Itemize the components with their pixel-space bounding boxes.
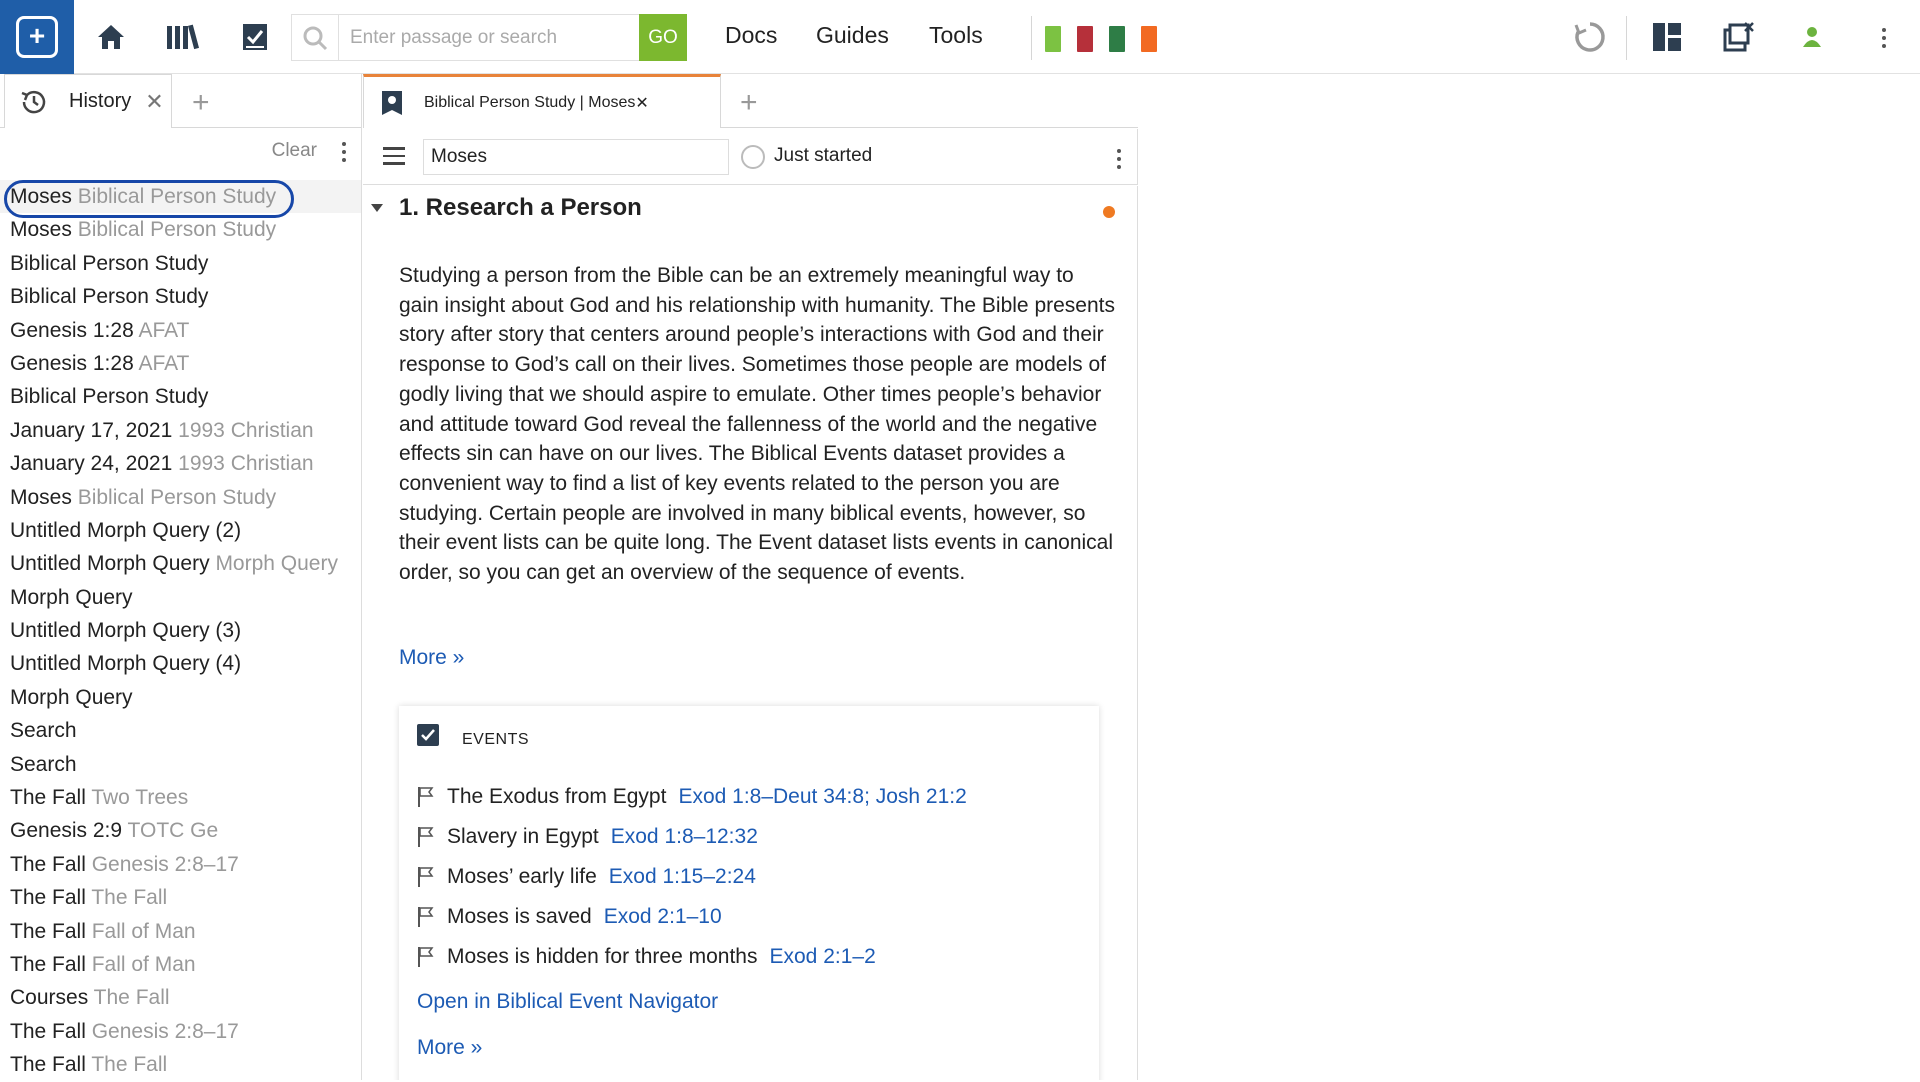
flag-icon (417, 906, 435, 928)
history-item[interactable]: Biblical Person Study (10, 385, 209, 409)
history-item[interactable]: Search (10, 719, 77, 743)
reference-input[interactable] (423, 139, 729, 175)
tab-history-label: History (69, 90, 132, 112)
guide-content (363, 186, 1138, 1080)
history-item[interactable]: Moses Biblical Person Study (0, 180, 361, 213)
toolbar-divider (1626, 16, 1627, 60)
home-icon[interactable] (91, 17, 131, 57)
event-reference-link[interactable]: Exod 2:1–2 (769, 945, 876, 968)
event-row: The Exodus from Egypt Exod 1:8–Deut 34:8; Josh 21:2 (417, 782, 967, 812)
guide-more-icon[interactable] (1115, 147, 1123, 171)
history-item[interactable]: The Fall Genesis 2:8–17 (10, 852, 239, 876)
guide-tab-label: Biblical Person Study | Moses (424, 93, 636, 111)
empty-workspace (1138, 74, 1920, 1080)
history-item[interactable]: The Fall Fall of Man (10, 952, 196, 976)
flag-icon (417, 946, 435, 968)
history-more-icon[interactable] (340, 140, 348, 164)
menu-icon[interactable] (383, 147, 405, 165)
history-item[interactable]: Morph Query (10, 685, 133, 709)
events-check-icon (417, 724, 439, 746)
history-item[interactable]: Search (10, 752, 77, 776)
history-item[interactable]: Genesis 2:9 TOTC Ge (10, 819, 219, 843)
shortcut-book-icon[interactable] (1141, 26, 1157, 52)
status-dot-icon (1103, 206, 1115, 218)
clear-history-button[interactable]: Clear (271, 140, 317, 161)
guide-tabstrip (363, 74, 1138, 128)
history-item[interactable]: Untitled Morph Query (2) (10, 518, 242, 542)
history-item[interactable]: Genesis 1:28 AFAT (10, 351, 190, 375)
section-title: 1. Research a Person (399, 194, 642, 221)
search-box (291, 14, 687, 61)
guide-toolbar (363, 129, 1138, 185)
events-title: EVENTS (462, 731, 530, 748)
history-panel (0, 74, 362, 1080)
history-item[interactable]: January 24, 2021 1993 Christian (10, 452, 314, 476)
shortcut-book-icon[interactable] (1045, 26, 1061, 52)
history-item[interactable]: Untitled Morph Query (4) (10, 652, 242, 676)
history-item[interactable]: The Fall The Fall (10, 1053, 168, 1077)
history-item[interactable]: Biblical Person Study (10, 251, 209, 275)
menu-guides[interactable]: Guides (816, 22, 889, 48)
sync-icon[interactable] (1570, 17, 1610, 57)
menu-tools[interactable]: Tools (929, 22, 983, 48)
menu-docs[interactable]: Docs (725, 22, 778, 48)
history-toolbar (0, 128, 361, 174)
tab-close-icon[interactable]: ✕ (635, 94, 649, 112)
history-clock-icon (19, 87, 49, 117)
history-item[interactable]: Morph Query (10, 585, 133, 609)
guide-doc-icon (380, 89, 404, 117)
shortcut-book-icon[interactable] (1077, 26, 1093, 52)
open-event-navigator-link[interactable]: Open in Biblical Event Navigator (417, 990, 719, 1013)
add-tab-icon[interactable]: + (740, 86, 758, 119)
event-reference-link[interactable]: Exod 1:15–2:24 (608, 865, 756, 888)
go-button[interactable]: GO (639, 14, 687, 61)
flag-icon (417, 786, 435, 808)
history-item[interactable]: The Fall The Fall (10, 886, 168, 910)
app-logo-icon[interactable] (0, 0, 74, 74)
section-paragraph: Studying a person from the Bible can be an extremely meaningful way to gain insight about God and his relationship with humanity. The Bible presents story after story that centers around people’s interactions with God and their response to God’s call on their lives. Sometimes those people are models of godly living that we should aspire to emulate. Other times people’s behavior and attitude toward God reveal the fallenness of the world and the negative effects sin can have on our lives. The Biblical Events dataset provides a convenient way to find a list of key events related to the person you are studying. Certain people are involved in many biblical events, however, so their event lists can be quite long. The Event dataset lists events in canonical order, so you can get an overview of the sequence of events. (399, 264, 1115, 585)
history-item[interactable]: Genesis 1:28 AFAT (10, 318, 190, 342)
toolbar-divider (1031, 16, 1032, 60)
collapse-caret-icon[interactable] (371, 204, 383, 212)
event-reference-link[interactable]: Exod 1:8–12:32 (610, 825, 758, 848)
events-more-link[interactable]: More » (417, 1036, 483, 1059)
history-item[interactable]: The Fall Genesis 2:8–17 (10, 1019, 239, 1043)
history-item[interactable]: January 17, 2021 1993 Christian (10, 418, 314, 442)
user-icon[interactable] (1792, 17, 1832, 57)
search-icon[interactable] (302, 25, 328, 51)
library-icon[interactable] (163, 17, 203, 57)
event-row: Moses’ early life Exod 1:15–2:24 (417, 862, 756, 892)
history-item[interactable]: Courses The Fall (10, 986, 170, 1010)
history-item[interactable]: Moses Biblical Person Study (10, 218, 277, 242)
flag-icon (417, 866, 435, 888)
more-icon[interactable] (1880, 26, 1888, 50)
event-reference-link[interactable]: Exod 2:1–10 (603, 905, 722, 928)
history-item[interactable]: The Fall Fall of Man (10, 919, 196, 943)
history-item[interactable]: Untitled Morph Query (3) (10, 619, 242, 643)
more-link[interactable]: More » (399, 646, 465, 669)
tab-biblical-person-study[interactable] (363, 74, 721, 128)
checklist-icon[interactable] (235, 17, 275, 57)
history-tabstrip (0, 74, 361, 128)
status-label: Just started (774, 145, 873, 166)
add-tab-icon[interactable]: + (192, 86, 210, 119)
event-row: Moses is hidden for three months Exod 2:1–2 (417, 942, 876, 972)
close-panels-icon[interactable] (1719, 17, 1759, 57)
tab-close-icon[interactable]: ✕ (145, 88, 164, 114)
shortcut-book-icon[interactable] (1109, 26, 1125, 52)
flag-icon (417, 826, 435, 848)
history-list (0, 180, 361, 1082)
history-item[interactable]: Moses Biblical Person Study (10, 485, 277, 509)
event-row: Moses is saved Exod 2:1–10 (417, 902, 722, 932)
history-item[interactable]: The Fall Two Trees (10, 786, 189, 810)
search-input[interactable] (350, 23, 620, 53)
history-item[interactable]: Biblical Person Study (10, 285, 209, 309)
history-item[interactable]: Untitled Morph Query Morph Query (10, 552, 338, 576)
layout-icon[interactable] (1647, 17, 1687, 57)
top-toolbar (0, 0, 1920, 74)
event-reference-link[interactable]: Exod 1:8–Deut 34:8; Josh 21:2 (678, 785, 967, 808)
events-card (399, 706, 1099, 1080)
status-radio[interactable] (741, 145, 765, 169)
event-row: Slavery in Egypt Exod 1:8–12:32 (417, 822, 758, 852)
guide-panel (363, 74, 1138, 1080)
tab-history[interactable] (4, 74, 172, 128)
